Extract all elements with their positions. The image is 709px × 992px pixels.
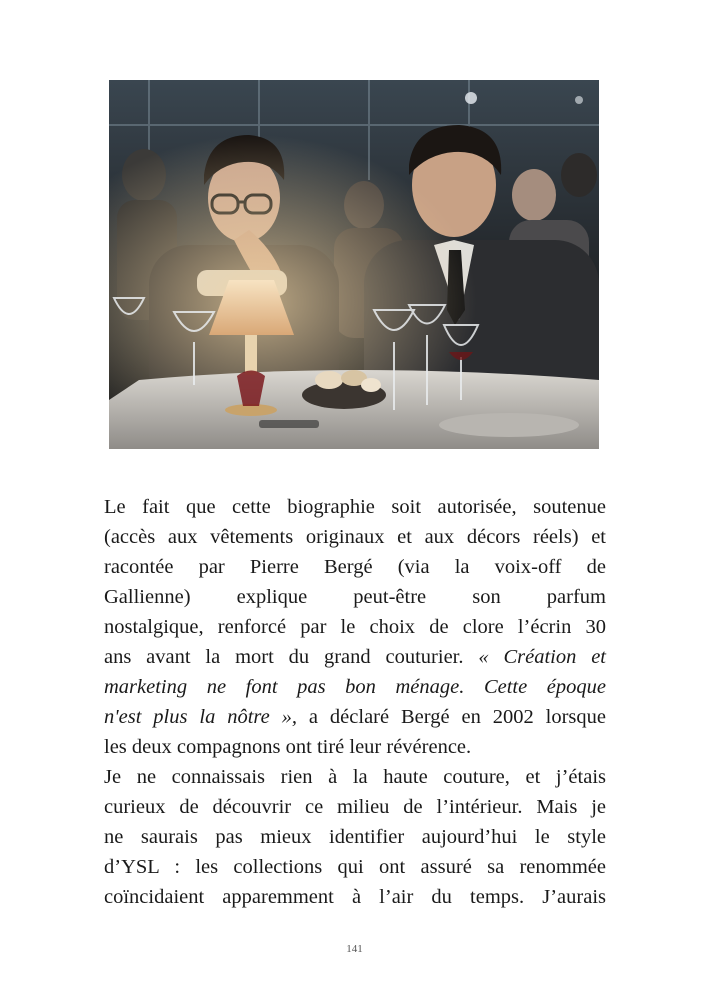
quote-segment: « Création et xyxy=(478,646,606,668)
text-line: coïncidaient apparemment à l’air du temps. J’aurais xyxy=(104,886,606,908)
page-number: 141 xyxy=(346,943,363,955)
paragraph-1 xyxy=(104,492,606,762)
text-line: Gallienne) explique peut-être son parfum xyxy=(104,586,606,608)
text-line xyxy=(104,702,606,732)
quote-segment: n'est plus la nôtre », xyxy=(104,706,298,728)
restaurant-scene-illustration xyxy=(109,80,599,449)
text-line: ne saurais pas mieux identifier aujourd’hui le style xyxy=(104,826,606,848)
text-line: les deux compagnons ont tiré leur révérence. xyxy=(104,736,472,758)
quote-line: marketing ne font pas bon ménage. Cette époque xyxy=(104,676,606,698)
text-line: (accès aux vêtements originaux et aux décors réels) et xyxy=(104,526,606,548)
paragraph-2 xyxy=(104,762,606,912)
text-line: Le fait que cette biographie soit autorisée, soutenue xyxy=(104,496,606,518)
text-line: Je ne connaissais rien à la haute couture, et j’étais xyxy=(104,766,606,788)
text-line: curieux de découvrir ce milieu de l’intérieur. Mais je xyxy=(104,796,606,818)
text-line: racontée par Pierre Bergé (via la voix-off de xyxy=(104,556,606,578)
text-segment: ans avant la mort du grand couturier. xyxy=(104,646,479,668)
film-still-photo xyxy=(109,80,599,449)
text-line xyxy=(104,642,606,672)
text-segment: a déclaré Bergé en 2002 lorsque xyxy=(297,706,606,728)
body-text xyxy=(104,492,606,912)
text-line: d’YSL : les collections qui ont assuré sa renommée xyxy=(104,856,606,878)
text-line: nostalgique, renforcé par le choix de clore l’écrin 30 xyxy=(104,616,606,638)
